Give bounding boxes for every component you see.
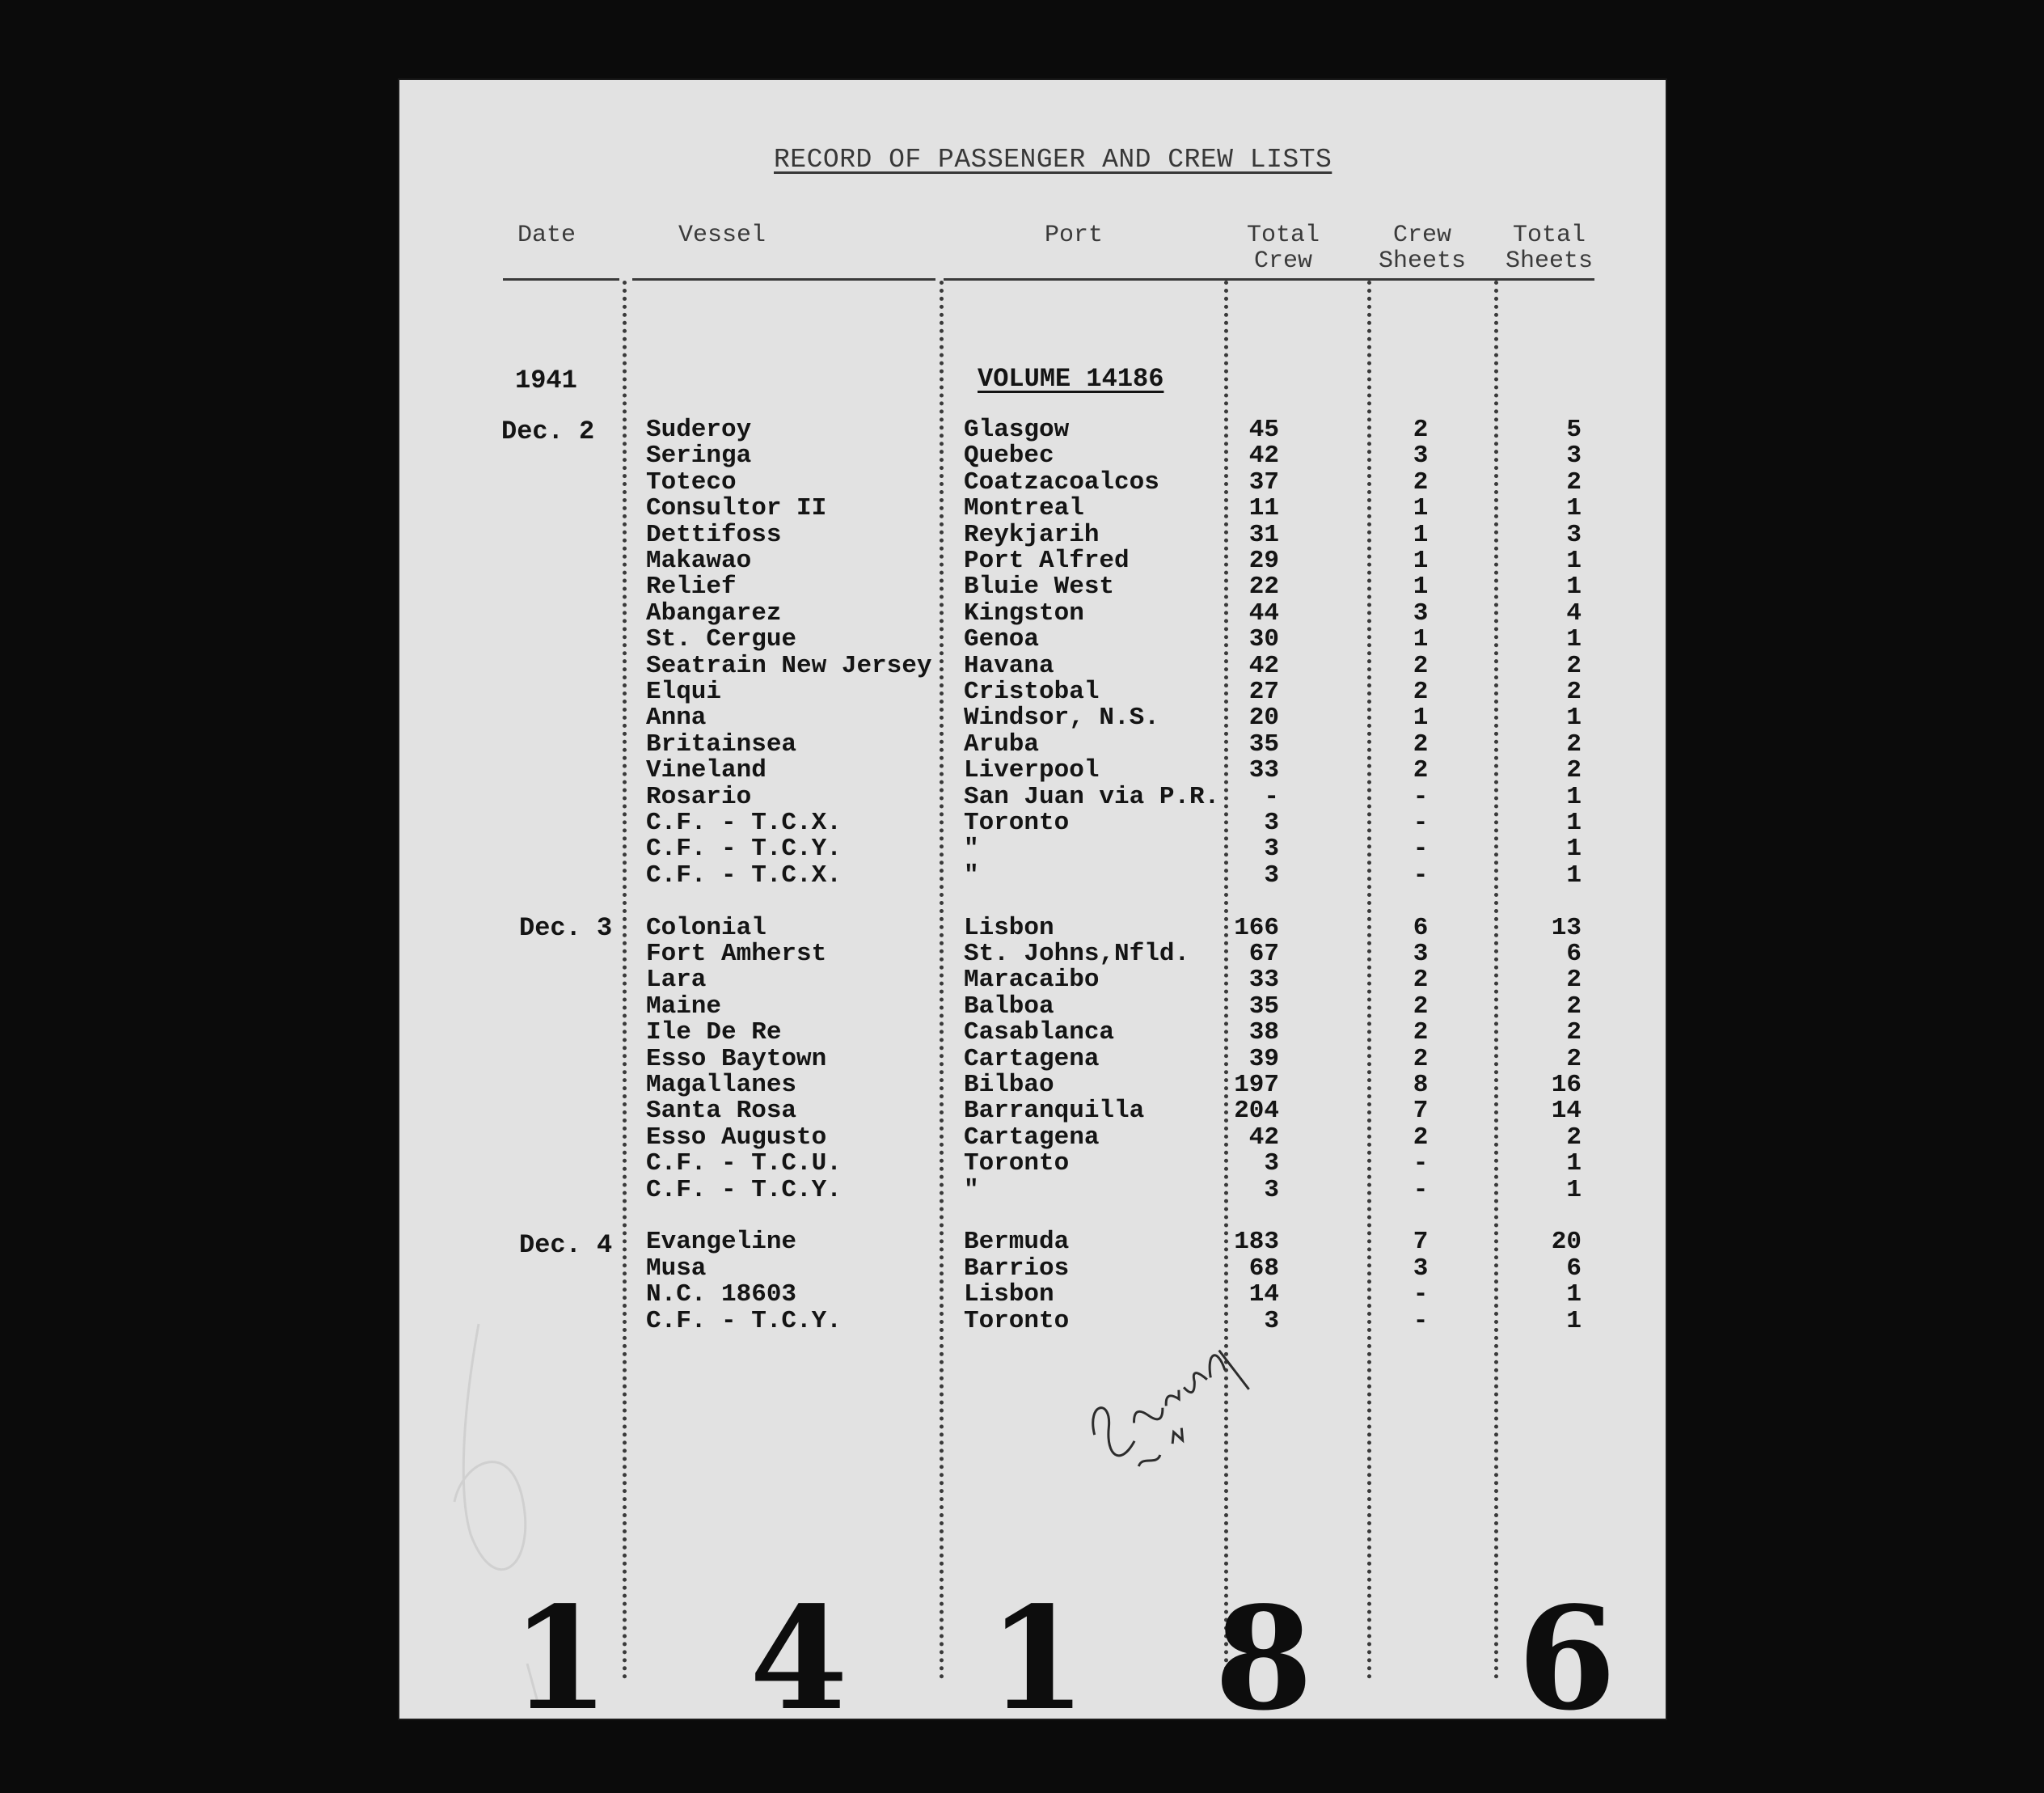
crew-sheets-cell: 1	[1413, 520, 1429, 549]
total-crew-cell: 33	[1248, 966, 1279, 995]
vessel-cell: C.F. - T.C.X.	[646, 861, 842, 890]
total-sheets-cell: 1	[1566, 547, 1582, 575]
vessel-cell: Evangeline	[646, 1228, 797, 1257]
table-row	[398, 862, 1667, 889]
crew-sheets-cell: 1	[1413, 547, 1429, 575]
total-crew-cell: 38	[1248, 1018, 1279, 1047]
crew-sheets-cell: 2	[1413, 1018, 1429, 1047]
total-crew-cell: 30	[1248, 625, 1279, 654]
date-label-dec-2: Dec. 2	[501, 417, 595, 446]
port-cell: Barranquilla	[964, 1097, 1145, 1126]
port-cell: "	[964, 1175, 979, 1204]
crew-sheets-cell: -	[1413, 861, 1429, 890]
crew-sheets-cell: 1	[1413, 573, 1429, 602]
total-crew-cell: 27	[1248, 678, 1279, 706]
vessel-cell: Makawao	[646, 547, 752, 575]
total-sheets-cell: 3	[1566, 520, 1582, 549]
total-sheets-cell: 6	[1566, 1254, 1582, 1283]
total-crew-cell: 166	[1234, 913, 1279, 942]
table-row	[398, 784, 1667, 810]
total-sheets-cell: 2	[1566, 1123, 1582, 1152]
header-total-sheets-line1: Total	[1513, 222, 1586, 249]
table-row	[398, 417, 1667, 443]
crew-sheets-cell: 3	[1413, 940, 1429, 968]
table-row	[398, 1019, 1667, 1046]
table-row	[398, 1150, 1667, 1177]
port-cell: Bilbao	[964, 1071, 1054, 1099]
crew-sheets-cell: -	[1413, 1306, 1429, 1335]
port-cell: Windsor, N.S.	[964, 704, 1159, 733]
total-crew-cell: -	[1264, 782, 1279, 811]
vessel-cell: Esso Augusto	[646, 1123, 827, 1152]
total-sheets-cell: 2	[1566, 992, 1582, 1021]
vessel-cell: Maine	[646, 992, 722, 1021]
crew-sheets-cell: 3	[1413, 1254, 1429, 1283]
port-cell: Lisbon	[964, 913, 1054, 942]
table-row	[398, 1046, 1667, 1072]
crew-sheets-cell: 2	[1413, 416, 1429, 444]
crew-sheets-cell: -	[1413, 835, 1429, 864]
crew-sheets-cell: 2	[1413, 467, 1429, 497]
table-row	[398, 941, 1667, 967]
year-label: 1941	[515, 366, 577, 395]
port-cell: "	[964, 835, 979, 864]
port-cell: Cartagena	[964, 1044, 1100, 1073]
vessel-cell: C.F. - T.C.U.	[646, 1149, 842, 1178]
vessel-cell: St. Cergue	[646, 625, 797, 654]
crew-sheets-cell: 7	[1413, 1097, 1429, 1126]
crew-sheets-cell: -	[1413, 782, 1429, 811]
table-row	[398, 757, 1667, 784]
total-sheets-cell: 1	[1566, 835, 1582, 864]
table-row	[398, 1177, 1667, 1203]
vessel-cell: C.F. - T.C.Y.	[646, 835, 842, 864]
table-row	[398, 835, 1667, 862]
vessel-cell: Anna	[646, 704, 707, 733]
stamp-digit: 1	[988, 1576, 1087, 1742]
total-sheets-cell: 1	[1566, 1175, 1582, 1204]
port-cell: Glasgow	[964, 416, 1070, 444]
volume-label: VOLUME 14186	[978, 364, 1164, 394]
crew-sheets-cell: -	[1413, 1280, 1429, 1309]
crew-sheets-cell: -	[1413, 809, 1429, 837]
total-crew-cell: 39	[1248, 1044, 1279, 1073]
total-crew-cell: 3	[1264, 1306, 1279, 1335]
total-crew-cell: 45	[1248, 416, 1279, 444]
port-cell: Bluie West	[964, 573, 1115, 602]
total-crew-cell: 42	[1248, 651, 1279, 680]
total-sheets-cell: 1	[1566, 1280, 1582, 1309]
total-crew-cell: 3	[1264, 861, 1279, 890]
total-crew-cell: 20	[1248, 704, 1279, 733]
vessel-cell: Abangarez	[646, 598, 782, 628]
total-crew-cell: 14	[1248, 1280, 1279, 1309]
vessel-cell: Elqui	[646, 678, 722, 706]
total-crew-cell: 33	[1248, 756, 1279, 785]
total-crew-cell: 35	[1248, 992, 1279, 1021]
table-row	[398, 1308, 1667, 1334]
total-crew-cell: 44	[1248, 598, 1279, 628]
stamp-digit: 8	[1214, 1576, 1313, 1742]
crew-sheets-cell: 6	[1413, 913, 1429, 942]
vessel-cell: Rosario	[646, 782, 752, 811]
vessel-cell: Magallanes	[646, 1071, 797, 1099]
table-row	[398, 442, 1667, 469]
total-crew-cell: 197	[1234, 1071, 1279, 1099]
port-cell: Genoa	[964, 625, 1040, 654]
table-row	[398, 626, 1667, 653]
crew-sheets-cell: 3	[1413, 442, 1429, 471]
total-sheets-cell: 6	[1566, 940, 1582, 968]
header-total-sheets-line2: Sheets	[1506, 247, 1594, 275]
table-row	[398, 679, 1667, 705]
total-sheets-cell: 2	[1566, 729, 1582, 759]
port-cell: Casablanca	[964, 1018, 1115, 1047]
header-crew-sheets	[1379, 222, 1466, 274]
total-crew-cell: 42	[1248, 442, 1279, 471]
port-cell: Toronto	[964, 809, 1070, 837]
stamp-digit: 4	[750, 1576, 848, 1742]
table-row	[398, 993, 1667, 1020]
vessel-cell: C.F. - T.C.X.	[646, 809, 842, 837]
header-crew-sheets-line1: Crew	[1393, 222, 1452, 249]
vessel-cell: Lara	[646, 966, 707, 995]
table-row	[398, 1255, 1667, 1282]
total-sheets-cell: 1	[1566, 625, 1582, 654]
crew-sheets-cell: 1	[1413, 625, 1429, 654]
crew-sheets-cell: 2	[1413, 651, 1429, 680]
table-row	[398, 469, 1667, 496]
total-sheets-cell: 5	[1566, 416, 1582, 444]
header-total-crew-line2: Crew	[1254, 247, 1313, 275]
crew-sheets-cell: 2	[1413, 1044, 1429, 1073]
total-crew-cell: 67	[1248, 940, 1279, 968]
crew-sheets-cell: 2	[1413, 678, 1429, 706]
table-row	[398, 1097, 1667, 1124]
header-vessel: Vessel	[678, 222, 766, 249]
port-cell: Cartagena	[964, 1123, 1100, 1152]
header-total-crew-line1: Total	[1247, 222, 1320, 249]
total-crew-cell: 42	[1248, 1123, 1279, 1152]
vessel-cell: Dettifoss	[646, 520, 782, 549]
crew-sheets-cell: 2	[1413, 1123, 1429, 1152]
port-cell: Bermuda	[964, 1228, 1070, 1257]
date-label-dec-3: Dec. 3	[519, 913, 613, 943]
total-crew-cell: 35	[1248, 729, 1279, 759]
vessel-cell: Suderoy	[646, 416, 752, 444]
header-rule-date	[503, 278, 619, 281]
total-sheets-cell: 20	[1551, 1228, 1582, 1257]
port-cell: Liverpool	[964, 756, 1100, 785]
port-cell: Cristobal	[964, 678, 1100, 706]
total-crew-cell: 11	[1248, 494, 1279, 523]
total-crew-cell: 37	[1248, 467, 1279, 497]
header-port: Port	[1045, 222, 1104, 249]
header-date: Date	[517, 222, 576, 249]
port-cell: "	[964, 861, 979, 890]
port-cell: Balboa	[964, 992, 1054, 1021]
vessel-cell: Fort Amherst	[646, 940, 827, 968]
total-sheets-cell: 1	[1566, 494, 1582, 523]
total-crew-cell: 3	[1264, 835, 1279, 864]
total-crew-cell: 22	[1248, 573, 1279, 602]
table-row	[398, 522, 1667, 548]
vessel-cell: C.F. - T.C.Y.	[646, 1175, 842, 1204]
table-row	[398, 573, 1667, 600]
vessel-cell: Esso Baytown	[646, 1044, 827, 1073]
port-cell: Montreal	[964, 494, 1084, 523]
table-row	[398, 704, 1667, 731]
date-label-dec-4: Dec. 4	[519, 1230, 613, 1260]
port-cell: Kingston	[964, 598, 1084, 628]
crew-sheets-cell: -	[1413, 1175, 1429, 1204]
total-sheets-cell: 1	[1566, 573, 1582, 602]
total-crew-cell: 204	[1234, 1097, 1279, 1126]
vessel-cell: Musa	[646, 1254, 707, 1283]
table-row	[398, 600, 1667, 627]
total-sheets-cell: 2	[1566, 467, 1582, 497]
vessel-cell: Relief	[646, 573, 737, 602]
total-sheets-cell: 2	[1566, 966, 1582, 995]
total-crew-cell: 68	[1248, 1254, 1279, 1283]
total-sheets-cell: 13	[1551, 913, 1582, 942]
vessel-cell: Santa Rosa	[646, 1097, 797, 1126]
port-cell: Coatzacoalcos	[964, 467, 1159, 497]
port-cell: Lisbon	[964, 1280, 1054, 1309]
port-cell: Maracaibo	[964, 966, 1100, 995]
port-cell: Barrios	[964, 1254, 1070, 1283]
table-row	[398, 1228, 1667, 1255]
total-sheets-cell: 2	[1566, 678, 1582, 706]
port-cell: Aruba	[964, 729, 1040, 759]
port-cell: Port Alfred	[964, 547, 1130, 575]
table-row	[398, 1281, 1667, 1308]
total-sheets-cell: 1	[1566, 809, 1582, 837]
table-row	[398, 495, 1667, 522]
vessel-cell: Seatrain New Jersey	[646, 651, 932, 680]
table-row	[398, 653, 1667, 679]
total-sheets-cell: 2	[1566, 651, 1582, 680]
total-sheets-cell: 2	[1566, 1044, 1582, 1073]
vessel-cell: N.C. 18603	[646, 1280, 797, 1309]
total-sheets-cell: 2	[1566, 1018, 1582, 1047]
header-total-crew	[1247, 222, 1320, 274]
vessel-cell: Ile De Re	[646, 1018, 782, 1047]
crew-sheets-cell: -	[1413, 1149, 1429, 1178]
vessel-cell: Vineland	[646, 756, 766, 785]
port-cell: San Juan via P.R.	[964, 782, 1220, 811]
stamp-digit: 1	[511, 1576, 610, 1742]
total-crew-cell: 3	[1264, 1175, 1279, 1204]
port-cell: Reykjarih	[964, 520, 1100, 549]
crew-sheets-cell: 2	[1413, 992, 1429, 1021]
vessel-cell: Seringa	[646, 442, 752, 471]
total-sheets-cell: 4	[1566, 598, 1582, 628]
header-total-sheets	[1506, 222, 1593, 274]
port-cell: St. Johns,Nfld.	[964, 940, 1190, 968]
crew-sheets-cell: 1	[1413, 704, 1429, 733]
crew-sheets-cell: 7	[1413, 1228, 1429, 1257]
crew-sheets-cell: 2	[1413, 729, 1429, 759]
total-crew-cell: 183	[1234, 1228, 1279, 1257]
total-sheets-cell: 1	[1566, 1149, 1582, 1178]
total-sheets-cell: 1	[1566, 1306, 1582, 1335]
port-cell: Toronto	[964, 1149, 1070, 1178]
total-sheets-cell: 3	[1566, 442, 1582, 471]
total-crew-cell: 3	[1264, 1149, 1279, 1178]
vessel-cell: Toteco	[646, 467, 737, 497]
vessel-cell: Colonial	[646, 913, 766, 942]
total-sheets-cell: 1	[1566, 704, 1582, 733]
total-crew-cell: 3	[1264, 809, 1279, 837]
total-sheets-cell: 16	[1551, 1071, 1582, 1099]
table-row	[398, 966, 1667, 993]
total-crew-cell: 29	[1248, 547, 1279, 575]
stamp-digit: 6	[1518, 1576, 1616, 1742]
table-row	[398, 548, 1667, 574]
page-title: RECORD OF PASSENGER AND CREW LISTS	[774, 145, 1332, 175]
table-row	[398, 915, 1667, 941]
crew-sheets-cell: 2	[1413, 756, 1429, 785]
document-page	[398, 78, 1667, 1742]
table-row	[398, 810, 1667, 836]
crew-sheets-cell: 2	[1413, 966, 1429, 995]
port-cell: Quebec	[964, 442, 1054, 471]
port-cell: Toronto	[964, 1306, 1070, 1335]
volume-number-stamp	[398, 1576, 1667, 1742]
table-row	[398, 1124, 1667, 1151]
vessel-cell: C.F. - T.C.Y.	[646, 1306, 842, 1335]
crew-sheets-cell: 8	[1413, 1071, 1429, 1099]
total-sheets-cell: 1	[1566, 861, 1582, 890]
total-sheets-cell: 14	[1551, 1097, 1582, 1126]
crew-sheets-cell: 1	[1413, 494, 1429, 523]
vessel-cell: Britainsea	[646, 729, 797, 759]
header-crew-sheets-line2: Sheets	[1379, 247, 1467, 275]
total-sheets-cell: 2	[1566, 756, 1582, 785]
header-rule-vessel	[632, 278, 935, 281]
crew-sheets-cell: 3	[1413, 598, 1429, 628]
table-row	[398, 1072, 1667, 1098]
total-crew-cell: 31	[1248, 520, 1279, 549]
port-cell: Havana	[964, 651, 1054, 680]
table-row	[398, 731, 1667, 758]
vessel-cell: Consultor II	[646, 494, 827, 523]
total-sheets-cell: 1	[1566, 782, 1582, 811]
